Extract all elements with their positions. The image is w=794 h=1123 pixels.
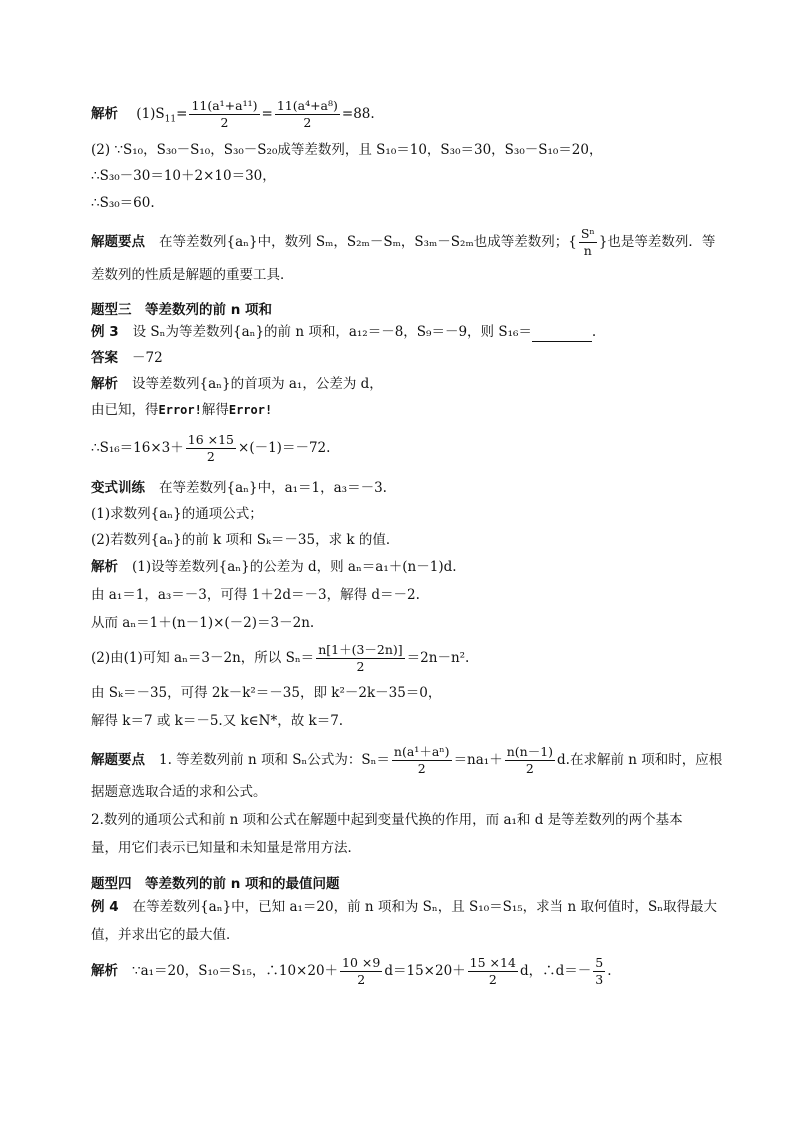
solution-3-line-3: ∴S₁₆＝16×3＋ $\frac{16 \times 15}{2}$ ×(－1)＝－72. — [91, 432, 331, 464]
fraction: $\frac{10 \times 9}{2}$ — [342, 955, 381, 987]
fraction: $\frac{15 \times 14}{2}$ — [469, 955, 516, 987]
tip-2-line-4: 量，用它们表示已知量和未知量是常用方法． — [91, 840, 361, 856]
fraction: $\frac{\text{Sⁿ}}{n}$ — [580, 226, 595, 258]
solution-line-3: ∴S₃₀－30＝10＋2×10＝30， — [91, 168, 276, 184]
solution-4-line-1: 解析 ∵a₁＝20，S₁₀＝S₁₅，∴10×20＋ $\frac{10 \times 9}{2}$ d＝15×20＋ $\frac{15 \times 14}{2}$ d，∴d＝－ $\frac{5}{3}$ . — [91, 955, 612, 987]
fraction: $\frac{\text{11(a⁴+a⁸)}}{2}$ — [276, 98, 338, 130]
solution-3-line-1: 解析 设等差数列{aₙ}的首项为 a₁，公差为 d， — [91, 376, 383, 392]
variation-sol-3: 从而 aₙ＝1＋(n－1)×(－2)＝3－2n. — [91, 615, 315, 631]
variation-line: 变式训练 在等差数列{aₙ}中，a₁＝1，a₃＝－3. — [91, 480, 387, 496]
variation-q1: (1)求数列{aₙ}的通项公式； — [91, 506, 263, 522]
tip-2-line-1: 解题要点 1. 等差数列前 n 项和 Sₙ公式为：Sₙ＝ $\frac{\text{n(a¹＋aⁿ)}}{2}$ ＝na₁＋ $\frac{n(n-1)}{2}$ d.在求解前 n 项和时，应根 — [91, 744, 723, 776]
solution-line-1: 解析 $(1)S_{11}=$ $\frac{\text{11(a¹+a¹¹)}}{2}$ = $\frac{\text{11(a⁴+a⁸)}}{2}$ =88. — [91, 98, 375, 130]
example-4-line-2: 值，并求出它的最大值． — [91, 927, 240, 943]
fraction: $\frac{n(n-1)}{2}$ — [506, 744, 554, 776]
variation-sol-5: 由 Sₖ＝－35，可得 2k－k²＝－35，即 k²－2k－35＝0， — [91, 685, 442, 701]
tip-line-1: 解题要点 在等差数列{aₙ}中，数列 Sₘ，S₂ₘ－Sₘ，S₃ₘ－S₂ₘ也成等差数列；{ $\frac{\text{Sⁿ}}{n}$ }也是等差数列．等 — [91, 226, 716, 258]
solution-3-line-2: 由已知，得Error!解得Error! — [91, 402, 273, 418]
section-heading-3: 题型三 等差数列的前 n 项和 — [91, 302, 273, 318]
tip-2-line-3: 2.数列的通项公式和前 n 项和公式在解题中起到变量代换的作用，而 a₁和 d 是等差数列的两个基本 — [91, 812, 683, 828]
fraction: $\frac{5}{3}$ — [595, 955, 604, 987]
variation-sol-2: 由 a₁＝1，a₃＝－3，可得 1＋2d＝－3，解得 d＝－2. — [91, 587, 420, 603]
variation-q2: (2)若数列{aₙ}的前 k 项和 Sₖ＝－35，求 k 的值． — [91, 532, 400, 548]
solution-line-4: ∴S₃₀＝60. — [91, 195, 155, 211]
answer-line: 答案 －72 — [91, 350, 163, 366]
variation-sol-6: 解得 k＝7 或 k＝－5.又 k∈N*，故 k＝7. — [91, 713, 344, 729]
fraction: $\frac{n[1+(3-2n)]}{2}$ — [318, 642, 403, 674]
section-heading-4: 题型四 等差数列的前 n 项和的最值问题 — [91, 876, 340, 892]
example-4-line-1: 例 4 在等差数列{aₙ}中，已知 a₁＝20，前 n 项和为 Sₙ，且 S₁₀＝S₁₅，求当 n 取何值时，Sₙ取得最大 — [91, 899, 718, 915]
variation-sol-4: (2)由(1)可知 aₙ＝3－2n，所以 Sₙ＝ $\frac{n[1+(3-2n)]}{2}$ ＝2n－n². — [91, 642, 470, 674]
answer-blank[interactable] — [532, 327, 592, 342]
solution-line-2: (2) ∵S₁₀，S₃₀－S₁₀，S₃₀－S₂₀成等差数列，且 S₁₀＝10，S₃₀＝30，S₃₀－S₁₀＝20， — [91, 142, 603, 158]
example-3: 例 3 设 Sₙ为等差数列{aₙ}的前 n 项和，a₁₂＝－8，S₉＝－9，则 S₁₆＝ . — [91, 324, 597, 340]
variation-sol-1: 解析 (1)设等差数列{aₙ}的公差为 d，则 aₙ＝a₁＋(n－1)d. — [91, 559, 457, 575]
solution-label: 解析 — [91, 106, 118, 122]
fraction: $\frac{\text{11(a¹+a¹¹)}}{2}$ — [191, 98, 258, 130]
fraction: $\frac{\text{n(a¹＋aⁿ)}}{2}$ — [393, 744, 450, 776]
tip-2-line-2: 据题意选取合适的求和公式。 — [91, 784, 267, 800]
fraction: $\frac{16 \times 15}{2}$ — [187, 432, 235, 464]
tip-line-2: 差数列的性质是解题的重要工具． — [91, 267, 294, 283]
